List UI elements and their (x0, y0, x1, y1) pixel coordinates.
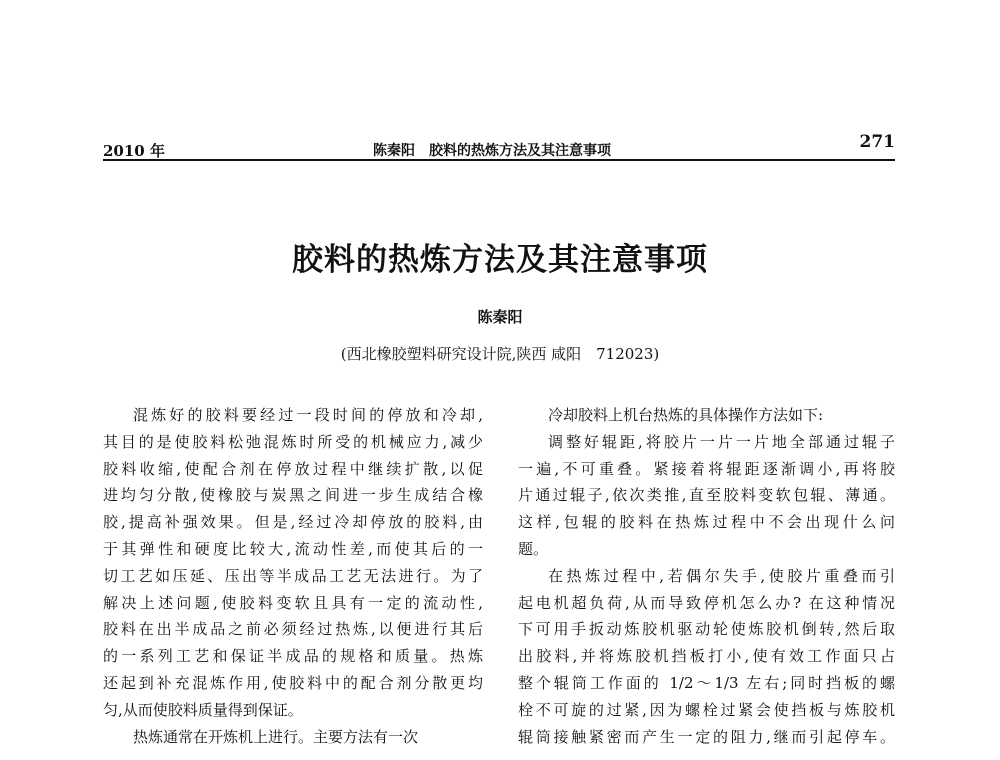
header-rule (103, 159, 895, 161)
body-line: 片通过辊子,依次类推,直至胶料变软包辊、薄通。 (518, 486, 895, 505)
body-line: 辊筒接触紧密而产生一定的阻力,继而引起停车。 (518, 727, 895, 746)
body-line: 于其弹性和硬度比较大,流动性差,而使其后的一 (103, 539, 483, 558)
body-line: 栓不可旋的过紧,因为螺栓过紧会使挡板与炼胶机 (518, 700, 895, 719)
article-author: 陈秦阳 (477, 308, 523, 326)
body-line: 这样,包辊的胶料在热炼过程中不会出现什么问 (518, 513, 895, 532)
article-title: 胶料的热炼方法及其注意事项 (292, 242, 708, 278)
body-line: 热炼通常在开炼机上进行。主要方法有一次 (133, 727, 419, 746)
body-line: 出胶料,并将炼胶机挡板打小,使有效工作面只占 (518, 647, 895, 666)
body-line: 解决上述问题,使胶料变软且具有一定的流动性, (103, 593, 483, 612)
body-line: 其目的是使胶料松弛混炼时所受的机械应力,减少 (103, 432, 483, 451)
running-header (103, 132, 895, 162)
body-line: 起电机超负荷,从而导致停机怎么办? 在这种情况 (518, 593, 895, 612)
body-line: 切工艺如压延、压出等半成品工艺无法进行。为了 (103, 566, 483, 585)
header-running-title: 陈秦阳 胶料的热炼方法及其注意事项 (373, 143, 611, 159)
body-line: 还起到补充混炼作用,使胶料中的配合剂分散更均 (103, 673, 483, 692)
body-left-column (103, 402, 483, 750)
body-line: 调整好辊距,将胶片一片一片地全部通过辊子 (548, 432, 895, 451)
body-line: 题。 (518, 539, 549, 558)
body-line: 胶,提高补强效果。但是,经过冷却停放的胶料,由 (103, 513, 483, 532)
body-line: 混炼好的胶料要经过一段时间的停放和冷却, (133, 406, 483, 424)
body-line: 进均匀分散,使橡胶与炭黑之间进一步生成结合橡 (103, 486, 483, 505)
body-line: 一遍,不可重叠。紧接着将辊距逐渐调小,再将胶 (518, 459, 895, 478)
body-line: 下可用手扳动炼胶机驱动轮使炼胶机倒转,然后取 (518, 620, 895, 639)
body-line: 胶料收缩,使配合剂在停放过程中继续扩散,以促 (103, 459, 483, 478)
body-line: 的一系列工艺和保证半成品的规格和质量。热炼 (103, 647, 483, 666)
body-line: 冷却胶料上机台热炼的具体操作方法如下: (548, 406, 824, 424)
article-affiliation: (西北橡胶塑料研究设计院,陕西 咸阳 712023) (340, 345, 660, 363)
body-line: 整个辊筒工作面的 1/2～1/3 左右;同时挡板的螺 (518, 673, 895, 692)
header-year: 2010 年 (103, 142, 165, 160)
body-line: 在热炼过程中,若偶尔失手,使胶片重叠而引 (548, 566, 895, 585)
body-line: 匀,从而使胶料质量得到保证。 (103, 700, 303, 719)
header-page-number: 271 (859, 132, 895, 152)
body-right-column (518, 402, 895, 750)
body-line: 胶料在出半成品之前必须经过热炼,以便进行其后 (103, 620, 483, 639)
